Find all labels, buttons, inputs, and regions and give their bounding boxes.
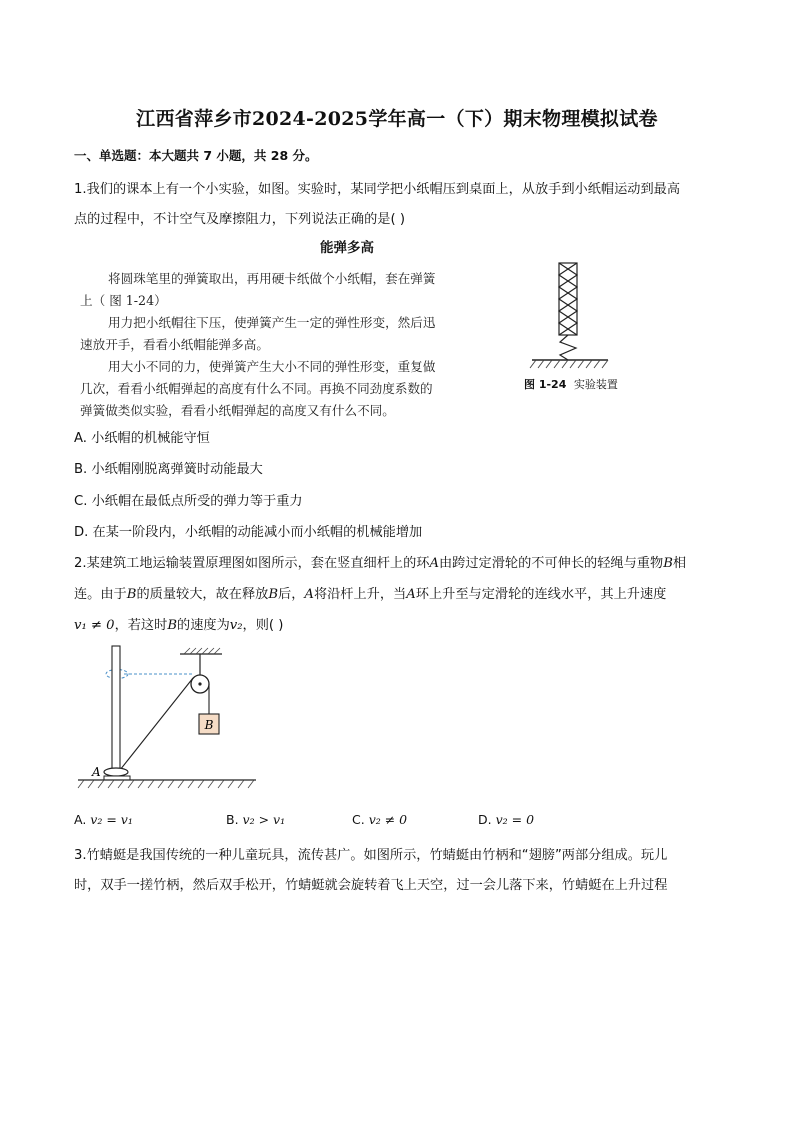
q1-option-b[interactable]: B. 小纸帽刚脱离弹簧时动能最大 — [74, 462, 263, 477]
label-a: A — [92, 765, 101, 779]
figure-label: 实验装置 — [573, 378, 618, 391]
q1-text-line-1: 1.我们的课本上有一个小实验，如图。实验时，某同学把小纸帽压到桌面上，从放手到小纸帽运动到最高 — [74, 182, 681, 197]
q2-text-line-3: v₁ ≠ 0，若这时B的速度为v₂，则( ) — [74, 618, 284, 633]
q2-text-line-2: 连。由于B的质量较大，故在释放B后，A将沿杆上升，当A环上升至与定滑轮的连线水平，其上升速度 — [74, 587, 667, 602]
q1-inset-title: 能弹多高 — [320, 240, 374, 256]
figure-number: 图 1-24 — [524, 378, 567, 391]
q1-text-line-2: 点的过程中，不计空气及摩擦阻力，下列说法正确的是( ) — [74, 212, 405, 227]
q1-option-d[interactable]: D. 在某一阶段内，小纸帽的动能减小而小纸帽的机械能增加 — [74, 525, 423, 540]
q2-option-a[interactable]: A. v₂ = v₁ — [74, 812, 133, 827]
q3-text-line-2: 时，双手一搓竹柄，然后双手松开，竹蜻蜓就会旋转着飞上天空，过一会儿落下来，竹蜻蜓在上升过程 — [74, 878, 668, 893]
label-b: B — [204, 718, 214, 732]
q1-inset-line: 将圆珠笔里的弹簧取出，再用硬卡纸做个小纸帽，套在弹簧 — [108, 271, 436, 286]
q1-inset-line: 用力把小纸帽往下压，使弹簧产生一定的弹性形变，然后迅 — [108, 315, 436, 330]
q1-inset-line: 上（ 图 1-24） — [80, 293, 167, 308]
q1-inset-line: 弹簧做类似实验，看看小纸帽弹起的高度又有什么不同。 — [80, 403, 395, 418]
spring-figure — [526, 260, 616, 372]
section-heading: 一、单选题：本大题共 7 小题，共 28 分。 — [74, 148, 318, 163]
page-title: 江西省萍乡市2024-2025学年高一（下）期末物理模拟试卷 — [136, 108, 658, 130]
q1-inset-line: 几次，看看小纸帽弹起的高度有什么不同。再换不同劲度系数的 — [80, 381, 433, 396]
q1-inset-line: 速放开手，看看小纸帽能弹多高。 — [80, 337, 269, 352]
q2-option-b[interactable]: B. v₂ > v₁ — [226, 812, 286, 827]
q1-inset-line: 用大小不同的力，使弹簧产生大小不同的弹性形变，重复做 — [108, 359, 436, 374]
q1-option-a[interactable]: A. 小纸帽的机械能守恒 — [74, 431, 210, 446]
q2-option-c[interactable]: C. v₂ ≠ 0 — [352, 812, 408, 827]
figure-caption — [524, 376, 618, 392]
q1-option-c[interactable]: C. 小纸帽在最低点所受的弹力等于重力 — [74, 494, 303, 509]
pulley-figure — [72, 640, 262, 800]
q2-option-d[interactable]: D. v₂ = 0 — [478, 812, 535, 827]
q3-text-line-1: 3.竹蜻蜓是我国传统的一种儿童玩具，流传甚广。如图所示，竹蜻蜓由竹柄和“翅膀”两部分组成。玩儿 — [74, 848, 668, 863]
q2-text-line-1: 2.某建筑工地运输装置原理图如图所示，套在竖直细杆上的环A由跨过定滑轮的不可伸长的轻绳与重物B相 — [74, 556, 687, 571]
